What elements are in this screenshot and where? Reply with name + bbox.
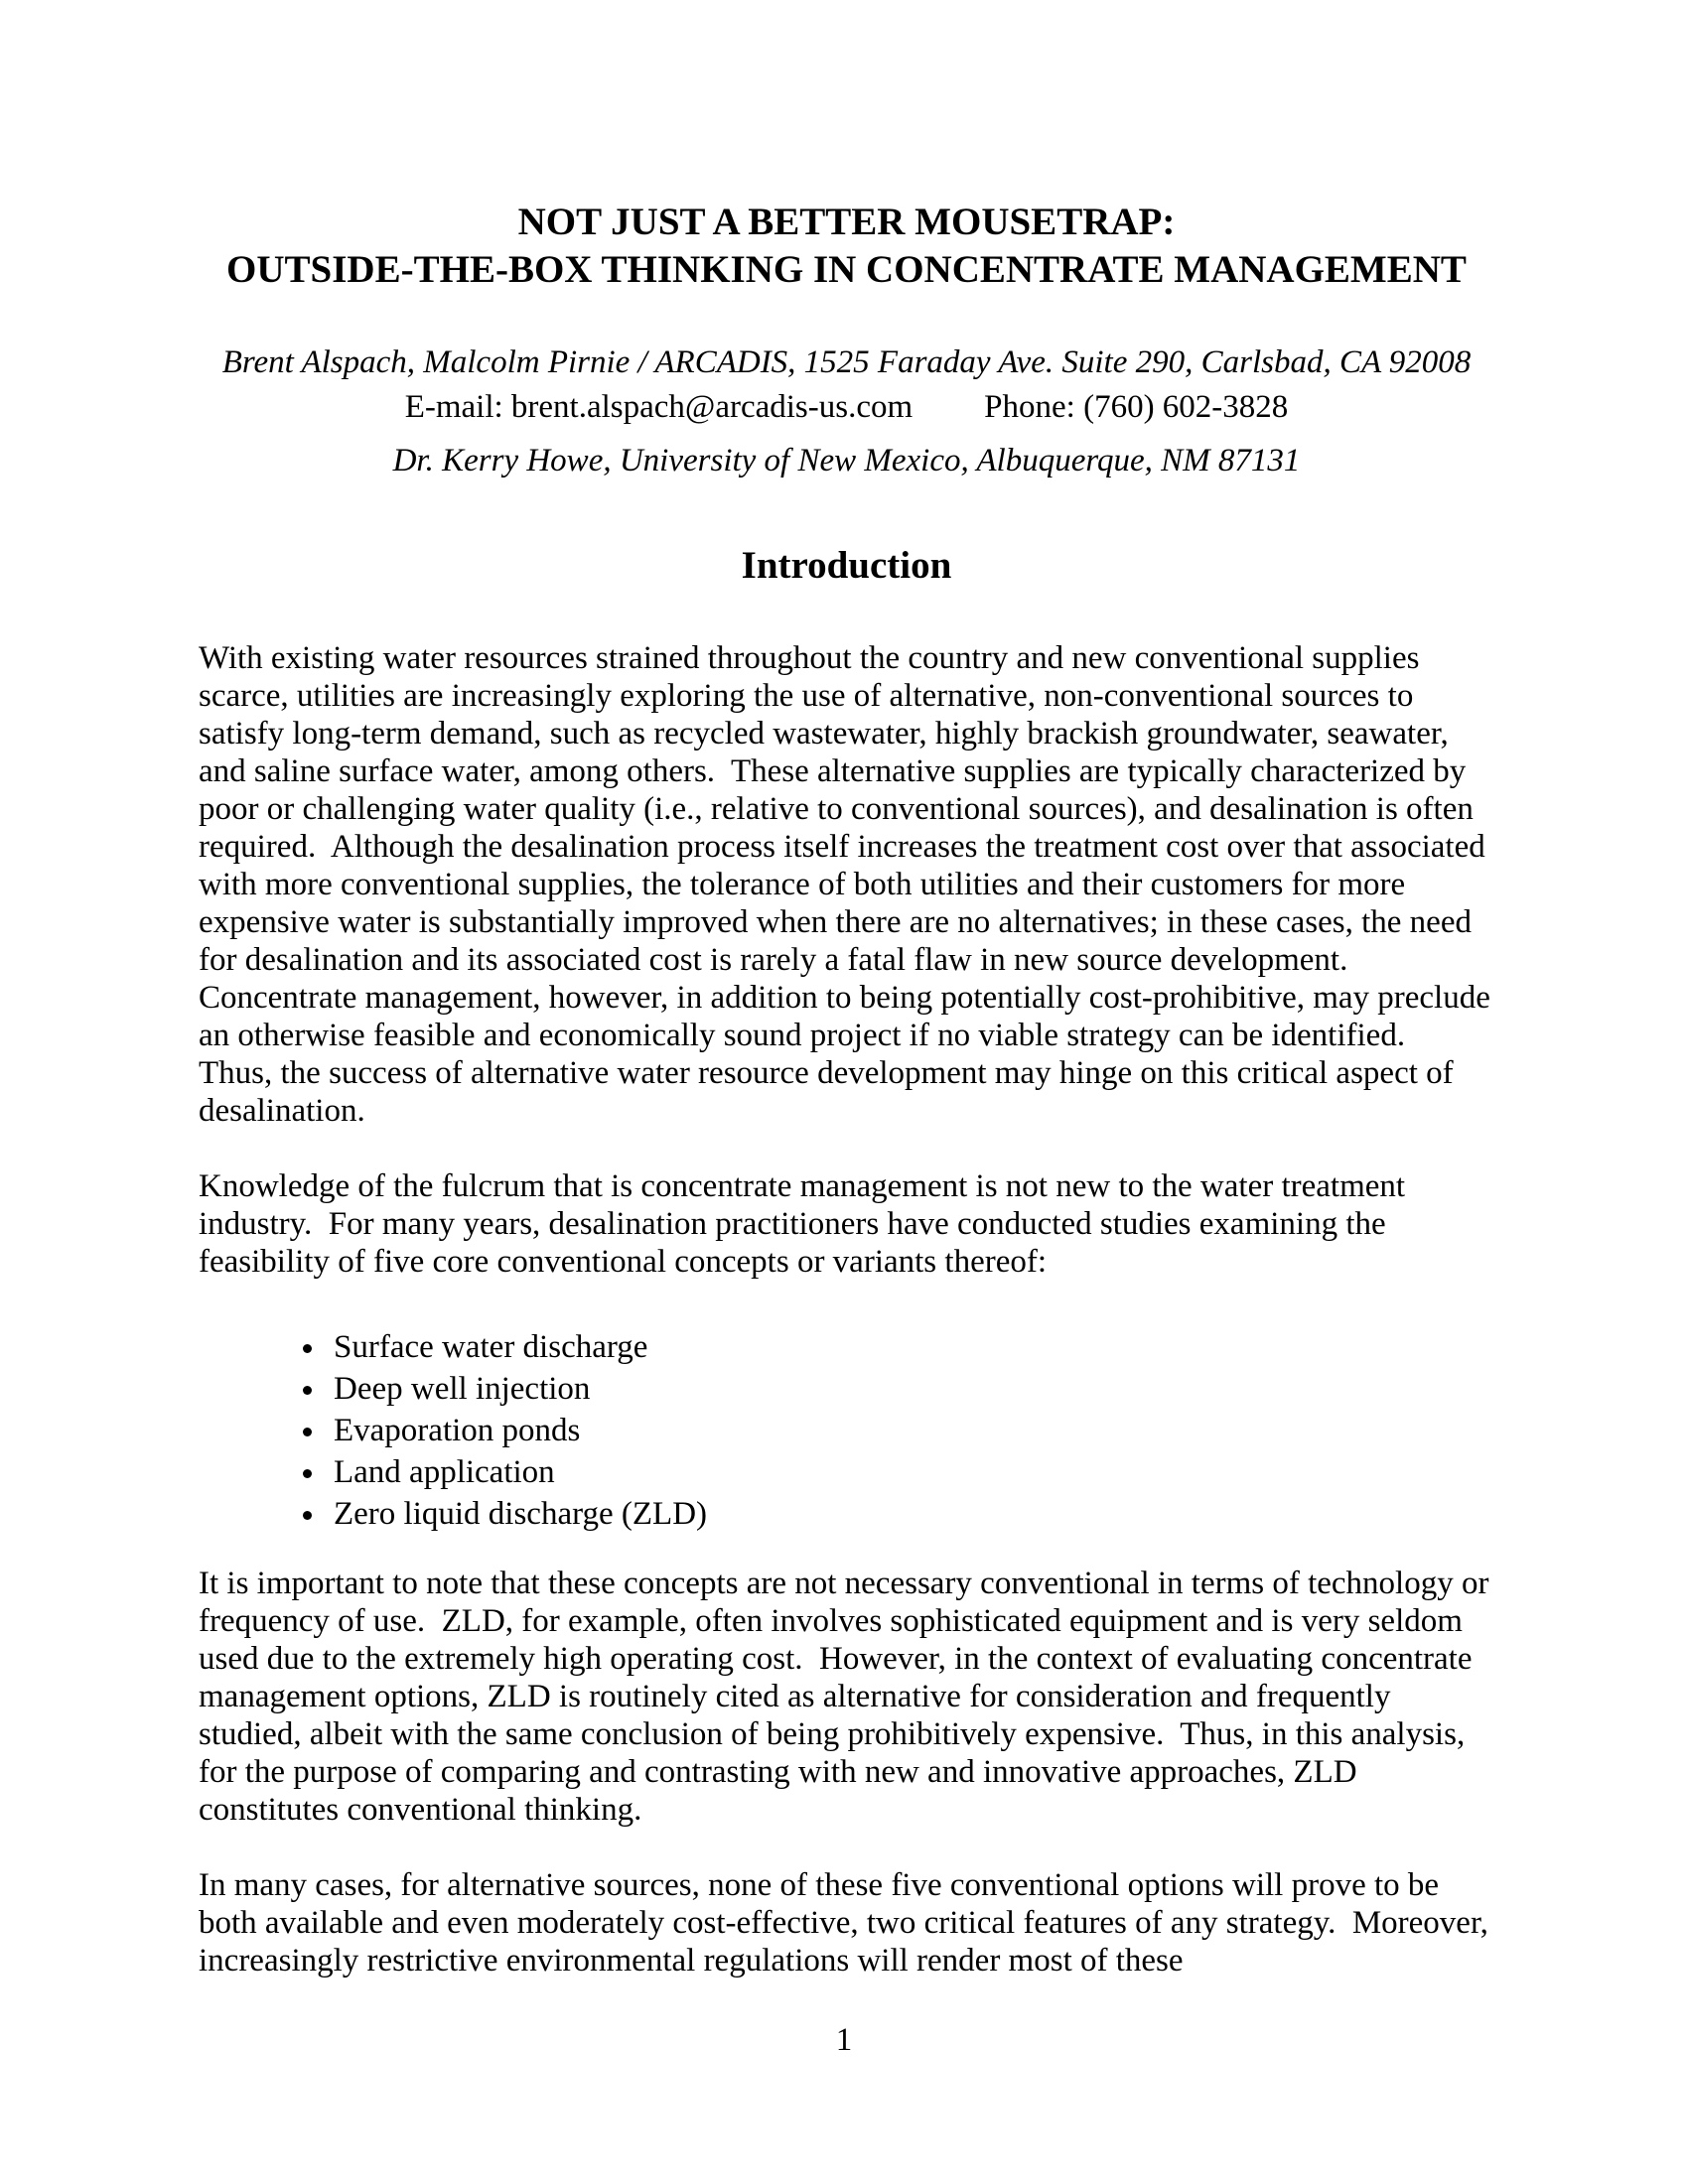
bullet-list <box>199 1326 1494 1535</box>
bullet-item: • Surface water discharge <box>328 1326 1494 1368</box>
page-number: 1 <box>835 2022 853 2058</box>
bullet-item: • Land application <box>328 1451 1494 1493</box>
email-text: E-mail: brent.alspach@arcadis-us.com <box>404 389 914 425</box>
contact-line <box>199 385 1494 430</box>
bullet-item: • Zero liquid discharge (ZLD) <box>328 1493 1494 1535</box>
author-secondary: Dr. Kerry Howe, University of New Mexico, Albuquerque, NM 87131 <box>392 443 1301 478</box>
paragraph-3: It is important to note that these concepts are not necessary conventional in terms of technology or frequency of use. ZLD, for example, often involves sophisticated equipment and is very seldom used due to the extremely high operating cost. However, in the context of evaluating concentrate management options, ZLD is routinely cited as alternative for consideration and frequently studied, albeit with the same conclusion of being prohibitively expensive. Thus, in this analysis, for the purpose of comparing and contrasting with new and innovative approaches, ZLD constitutes conventional thinking. <box>199 1566 1497 1828</box>
author-primary: Brent Alspach, Malcolm Pirnie / ARCADIS, 1525 Faraday Ave. Suite 290, Carlsbad, CA 92008 <box>221 344 1472 380</box>
paragraph-2: Knowledge of the fulcrum that is concentrate management is not new to the water treatment industry. For many years, desalination practitioners have conducted studies examining the feasibility of five core conventional concepts or variants thereof: <box>199 1168 1414 1280</box>
paragraph-1: With existing water resources strained throughout the country and new conventional supplies scarce, utilities are increasingly exploring the use of alternative, non-conventional sources to satisfy long-term demand, such as recycled wastewater, highly brackish groundwater, seawater, and saline surface water, among others. These alternative supplies are typically characterized by poor or challenging water quality (i.e., relative to conventional sources), and desalination is often required. Although the desalination process itself increases the treatment cost over that associated with more conventional supplies, the tolerance of both utilities and their customers for more expensive water is substantially improved when there are no alternatives; in these cases, the need for desalination and its associated cost is rarely a fatal flaw in new source development. Concentrate management, however, in addition to being potentially cost-prohibitive, may preclude an otherwise feasible and economically sound project if no viable strategy can be identified. Thus, the success of alternative water resource development may hinge on this critical aspect of desalination. <box>199 640 1499 1129</box>
title-line-2: OUTSIDE-THE-BOX THINKING IN CONCENTRATE MANAGEMENT <box>226 248 1467 291</box>
author-block <box>199 341 1494 483</box>
title-line-1: NOT JUST A BETTER MOUSETRAP: <box>517 201 1176 243</box>
paragraph-4: In many cases, for alternative sources, none of these five conventional options will prove to be both available and even moderately cost-effective, two critical features of any strategy. Moreover, increasingly restrictive environmental regulations will render most of these <box>199 1867 1497 1979</box>
bullet-item: • Deep well injection <box>328 1368 1494 1410</box>
document-title <box>199 0 1494 294</box>
section-heading: Introduction <box>741 544 952 587</box>
bullet-item: • Evaporation ponds <box>328 1410 1494 1451</box>
phone-text: Phone: (760) 602-3828 <box>984 389 1289 425</box>
